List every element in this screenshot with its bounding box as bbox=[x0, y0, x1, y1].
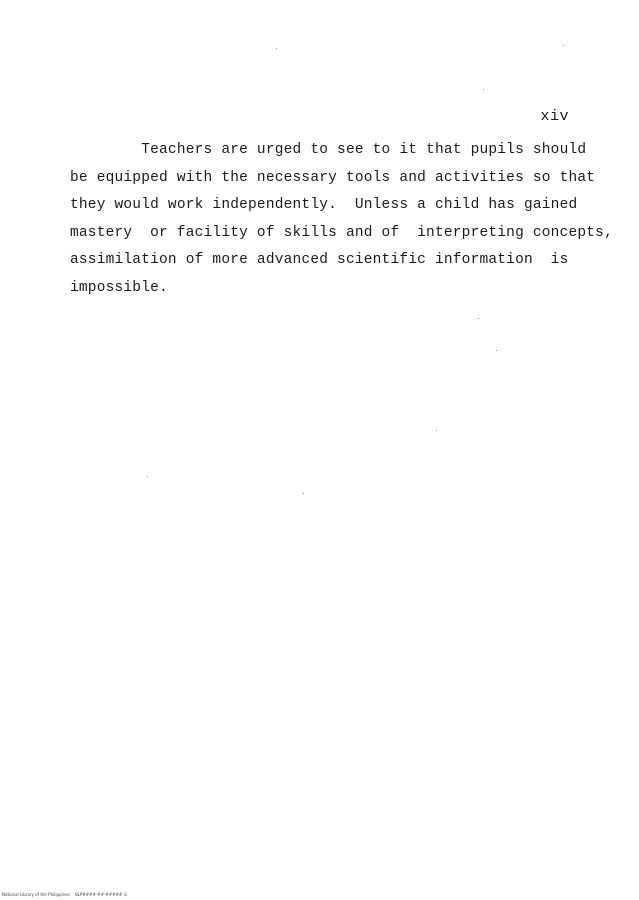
text-line: Teachers are urged to see to it that pupils should bbox=[70, 142, 587, 158]
scan-speck bbox=[303, 493, 304, 494]
scan-speck bbox=[478, 318, 479, 319]
text-line: assimilation of more advanced scientific information is bbox=[70, 252, 569, 268]
scan-speck bbox=[276, 48, 277, 49]
text-line: impossible. bbox=[70, 279, 168, 296]
body-paragraph bbox=[70, 137, 613, 302]
scan-speck bbox=[496, 350, 497, 351]
scan-speck bbox=[436, 430, 437, 431]
scan-speck bbox=[563, 45, 564, 46]
footer-scan-credit: National Library of the Philippines NLP####-##-##### iii bbox=[2, 892, 127, 897]
text-line: mastery or facility of skills and of interpreting concepts, bbox=[70, 224, 613, 241]
scan-speck bbox=[147, 476, 148, 477]
text-line: be equipped with the necessary tools and activities so that bbox=[70, 169, 596, 186]
text-line: they would work independently. Unless a child has gained bbox=[70, 197, 578, 213]
page-number: xiv bbox=[540, 108, 569, 125]
scan-speck bbox=[483, 89, 484, 90]
